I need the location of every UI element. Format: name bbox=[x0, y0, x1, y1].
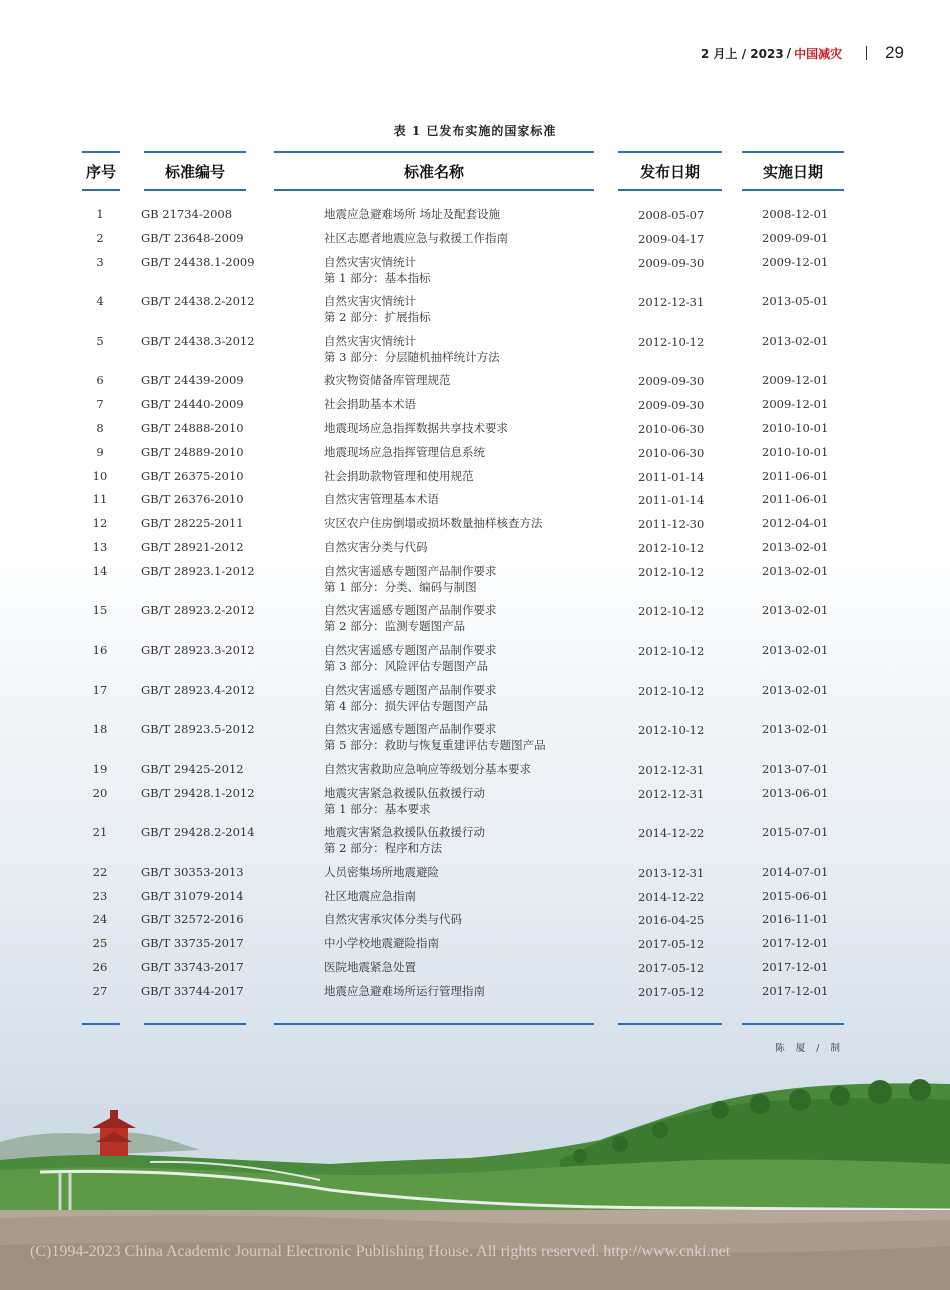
standard-code: GB/T 24438.1-2009 bbox=[141, 254, 255, 269]
publish-date: 2011-01-14 bbox=[638, 469, 705, 484]
row-number: 27 bbox=[92, 983, 108, 998]
standard-code: GB/T 33744-2017 bbox=[141, 983, 244, 998]
row-number: 2 bbox=[96, 230, 104, 245]
publish-date: 2012-10-12 bbox=[638, 723, 705, 738]
standard-code: GB/T 24438.2-2012 bbox=[141, 294, 255, 309]
implement-date: 2012-04-01 bbox=[762, 516, 829, 531]
publish-date: 2009-09-30 bbox=[638, 255, 705, 270]
standard-code: GB/T 24439-2009 bbox=[141, 373, 244, 388]
implement-date: 2017-12-01 bbox=[762, 936, 829, 951]
standard-name: 地震现场应急指挥数据共享技术要求 bbox=[324, 421, 508, 435]
implement-date: 2017-12-01 bbox=[762, 983, 829, 998]
implement-date: 2013-02-01 bbox=[762, 643, 829, 657]
implement-date: 2008-12-01 bbox=[762, 207, 829, 221]
standard-name: 地震灾害紧急救援队伍救援行动 bbox=[324, 785, 485, 800]
standard-code: GB/T 28225-2011 bbox=[141, 516, 244, 531]
column-header-number: 序号 bbox=[82, 151, 120, 191]
row-number: 18 bbox=[92, 722, 108, 737]
standard-code: GB/T 26376-2010 bbox=[141, 492, 244, 507]
publish-date: 2012-10-12 bbox=[638, 683, 705, 698]
row-number: 25 bbox=[92, 936, 108, 951]
standard-name: 自然灾害遥感专题图产品制作要求 bbox=[324, 722, 497, 737]
header-separator-slash: / bbox=[786, 46, 792, 60]
standard-code: GB/T 33735-2017 bbox=[141, 936, 244, 951]
row-number: 10 bbox=[92, 468, 108, 483]
standard-name: 地震应急避难场所运行管理指南 bbox=[324, 983, 485, 998]
standard-name: 自然灾害灾情统计 bbox=[324, 254, 416, 269]
row-number: 14 bbox=[92, 563, 108, 578]
publish-date: 2012-10-12 bbox=[638, 541, 705, 555]
publish-date: 2017-05-12 bbox=[638, 937, 705, 952]
row-number: 16 bbox=[92, 643, 108, 657]
publish-date: 2009-04-17 bbox=[638, 231, 705, 246]
publish-date: 2017-05-12 bbox=[638, 984, 705, 999]
standard-code: GB/T 24440-2009 bbox=[141, 397, 244, 412]
implement-date: 2013-02-01 bbox=[762, 563, 829, 578]
standard-name: 第 1 部分：基本指标 bbox=[324, 270, 431, 285]
implement-date: 2016-11-01 bbox=[762, 912, 829, 927]
standard-name: 第 5 部分：救助与恢复重建评估专题图产品 bbox=[324, 738, 546, 753]
row-number: 3 bbox=[96, 254, 104, 269]
standard-code: GB 21734-2008 bbox=[141, 207, 233, 221]
publish-date: 2009-09-30 bbox=[638, 398, 705, 413]
standard-code: GB/T 23648-2009 bbox=[141, 230, 244, 245]
implement-date: 2013-06-01 bbox=[762, 785, 829, 800]
standard-name: 社会捐助基本术语 bbox=[324, 397, 416, 412]
standard-name: 自然灾害分类与代码 bbox=[324, 540, 428, 554]
publish-date: 2012-10-12 bbox=[638, 644, 705, 658]
row-number: 24 bbox=[92, 912, 108, 927]
row-number: 17 bbox=[92, 682, 108, 697]
standard-code: GB/T 28923.3-2012 bbox=[141, 643, 255, 657]
implement-date: 2013-02-01 bbox=[762, 540, 829, 554]
standard-code: GB/T 28923.2-2012 bbox=[141, 603, 255, 618]
standard-name: 自然灾害灾情统计 bbox=[324, 333, 416, 348]
row-number: 13 bbox=[92, 540, 108, 554]
table-bottom-rule bbox=[82, 1023, 120, 1025]
standard-name: 医院地震紧急处置 bbox=[324, 960, 416, 974]
column-header-name: 标准名称 bbox=[274, 151, 594, 191]
row-number: 7 bbox=[96, 397, 104, 412]
publish-date: 2009-09-30 bbox=[638, 374, 705, 389]
magazine-name: 中国减灾 bbox=[794, 46, 843, 61]
table-bottom-rule bbox=[144, 1023, 246, 1025]
standard-code: GB/T 29428.2-2014 bbox=[141, 825, 255, 840]
standard-name: 自然灾害遥感专题图产品制作要求 bbox=[324, 603, 497, 618]
publish-date: 2012-12-31 bbox=[638, 295, 705, 310]
standard-name: 人员密集场所地震避险 bbox=[324, 864, 439, 879]
publish-date: 2016-04-25 bbox=[638, 913, 705, 928]
standard-name: 社会捐助款物管理和使用规范 bbox=[324, 468, 474, 483]
publish-date: 2014-12-22 bbox=[638, 826, 705, 841]
row-number: 12 bbox=[92, 516, 108, 531]
row-number: 11 bbox=[92, 492, 108, 507]
table-bottom-rule bbox=[274, 1023, 594, 1025]
publish-date: 2012-12-31 bbox=[638, 786, 705, 801]
publish-date: 2012-10-12 bbox=[638, 604, 705, 619]
publish-date: 2010-06-30 bbox=[638, 445, 705, 460]
publish-date: 2011-01-14 bbox=[638, 493, 705, 508]
standard-name: 第 2 部分：程序和方法 bbox=[324, 841, 443, 856]
row-number: 6 bbox=[96, 373, 104, 388]
implement-date: 2013-05-01 bbox=[762, 294, 829, 309]
standard-name: 第 1 部分：分类、编码与制图 bbox=[324, 579, 477, 594]
row-number: 9 bbox=[96, 444, 104, 459]
standard-name: 第 4 部分：损失评估专题图产品 bbox=[324, 698, 489, 713]
implement-date: 2010-10-01 bbox=[762, 444, 829, 459]
implement-date: 2009-09-01 bbox=[762, 230, 829, 245]
standard-code: GB/T 28923.5-2012 bbox=[141, 722, 255, 737]
implement-date: 2015-06-01 bbox=[762, 888, 829, 903]
standard-name: 第 1 部分：基本要求 bbox=[324, 801, 431, 816]
implement-date: 2015-07-01 bbox=[762, 825, 829, 840]
publish-date: 2012-10-12 bbox=[638, 564, 705, 579]
standard-name: 救灾物资储备库管理规范 bbox=[324, 373, 451, 388]
standard-name: 自然灾害管理基本术语 bbox=[324, 492, 439, 507]
implement-date: 2014-07-01 bbox=[762, 864, 829, 879]
row-number: 5 bbox=[96, 333, 104, 348]
row-number: 15 bbox=[92, 603, 108, 618]
standard-name: 地震现场应急指挥管理信息系统 bbox=[324, 444, 485, 459]
standard-code: GB/T 30353-2013 bbox=[141, 864, 244, 879]
implement-date: 2009-12-01 bbox=[762, 373, 829, 388]
publish-date: 2010-06-30 bbox=[638, 422, 705, 436]
row-number: 1 bbox=[96, 207, 104, 221]
standard-name: 自然灾害承灾体分类与代码 bbox=[324, 912, 462, 927]
issue-label: 2 月上 / 2023 bbox=[701, 46, 784, 61]
publish-date: 2013-12-31 bbox=[638, 865, 705, 880]
table-bottom-rule bbox=[742, 1023, 844, 1025]
implement-date: 2013-07-01 bbox=[762, 761, 829, 776]
implement-date: 2013-02-01 bbox=[762, 333, 829, 348]
standard-name: 自然灾害遥感专题图产品制作要求 bbox=[324, 563, 497, 578]
standard-name: 第 2 部分：监测专题图产品 bbox=[324, 619, 466, 634]
implement-date: 2010-10-01 bbox=[762, 421, 829, 435]
standard-name: 地震应急避难场所 场址及配套设施 bbox=[324, 207, 501, 221]
standard-code: GB/T 28921-2012 bbox=[141, 540, 244, 554]
standard-code: GB/T 28923.1-2012 bbox=[141, 563, 255, 578]
implement-date: 2011-06-01 bbox=[762, 492, 829, 507]
standard-code: GB/T 33743-2017 bbox=[141, 960, 244, 974]
standard-name: 中小学校地震避险指南 bbox=[324, 936, 439, 951]
standard-name: 自然灾害灾情统计 bbox=[324, 294, 416, 309]
row-number: 21 bbox=[92, 825, 108, 840]
row-number: 26 bbox=[92, 960, 108, 974]
publish-date: 2014-12-22 bbox=[638, 889, 705, 904]
standard-name: 第 3 部分：分层随机抽样统计方法 bbox=[324, 349, 500, 364]
row-number: 19 bbox=[92, 761, 108, 776]
standard-code: GB/T 29425-2012 bbox=[141, 761, 244, 776]
standard-name: 自然灾害遥感专题图产品制作要求 bbox=[324, 682, 497, 697]
standard-name: 自然灾害救助应急响应等级划分基本要求 bbox=[324, 761, 531, 776]
publish-date: 2012-12-31 bbox=[638, 762, 705, 777]
row-number: 8 bbox=[96, 421, 104, 435]
standard-code: GB/T 28923.4-2012 bbox=[141, 682, 255, 697]
table-bottom-rule bbox=[618, 1023, 722, 1025]
column-header-implement-date: 实施日期 bbox=[742, 151, 844, 191]
publish-date: 2017-05-12 bbox=[638, 961, 705, 975]
page-number: 29 bbox=[885, 43, 904, 62]
row-number: 4 bbox=[96, 294, 104, 309]
implement-date: 2009-12-01 bbox=[762, 397, 829, 412]
standard-code: GB/T 24889-2010 bbox=[141, 444, 244, 459]
standard-name: 社区志愿者地震应急与救援工作指南 bbox=[324, 230, 508, 245]
standard-name: 第 3 部分：风险评估专题图产品 bbox=[324, 659, 489, 673]
standard-name: 第 2 部分：扩展指标 bbox=[324, 310, 431, 325]
standard-code: GB/T 29428.1-2012 bbox=[141, 785, 255, 800]
implement-date: 2011-06-01 bbox=[762, 468, 829, 483]
copyright-watermark: (C)1994-2023 China Academic Journal Electronic Publishing House. All rights reserved. http://www.cnki.net bbox=[30, 1243, 731, 1260]
standard-name: 地震灾害紧急救援队伍救援行动 bbox=[324, 825, 485, 840]
standard-name: 自然灾害遥感专题图产品制作要求 bbox=[324, 643, 497, 657]
row-number: 20 bbox=[92, 785, 108, 800]
table-credit: 陈 厦 / 制 bbox=[775, 1043, 844, 1054]
row-number: 22 bbox=[92, 864, 108, 879]
publish-date: 2008-05-07 bbox=[638, 208, 705, 222]
column-header-code: 标准编号 bbox=[144, 151, 246, 191]
implement-date: 2017-12-01 bbox=[762, 960, 829, 974]
standard-code: GB/T 24888-2010 bbox=[141, 421, 244, 435]
publish-date: 2011-12-30 bbox=[638, 517, 705, 532]
implement-date: 2013-02-01 bbox=[762, 603, 829, 618]
standard-code: GB/T 32572-2016 bbox=[141, 912, 244, 927]
standard-code: GB/T 26375-2010 bbox=[141, 468, 244, 483]
header-divider bbox=[866, 46, 867, 60]
column-header-publish-date: 发布日期 bbox=[618, 151, 722, 191]
standard-name: 社区地震应急指南 bbox=[324, 888, 416, 903]
row-number: 23 bbox=[92, 888, 108, 903]
implement-date: 2009-12-01 bbox=[762, 254, 829, 269]
implement-date: 2013-02-01 bbox=[762, 722, 829, 737]
publish-date: 2012-10-12 bbox=[638, 334, 705, 349]
implement-date: 2013-02-01 bbox=[762, 682, 829, 697]
standard-code: GB/T 31079-2014 bbox=[141, 888, 244, 903]
page-header bbox=[701, 43, 904, 63]
standard-code: GB/T 24438.3-2012 bbox=[141, 333, 255, 348]
standard-name: 灾区农户住房倒塌或损坏数量抽样核查方法 bbox=[324, 516, 543, 531]
table-caption: 表 1 已发布实施的国家标准 bbox=[393, 124, 557, 138]
